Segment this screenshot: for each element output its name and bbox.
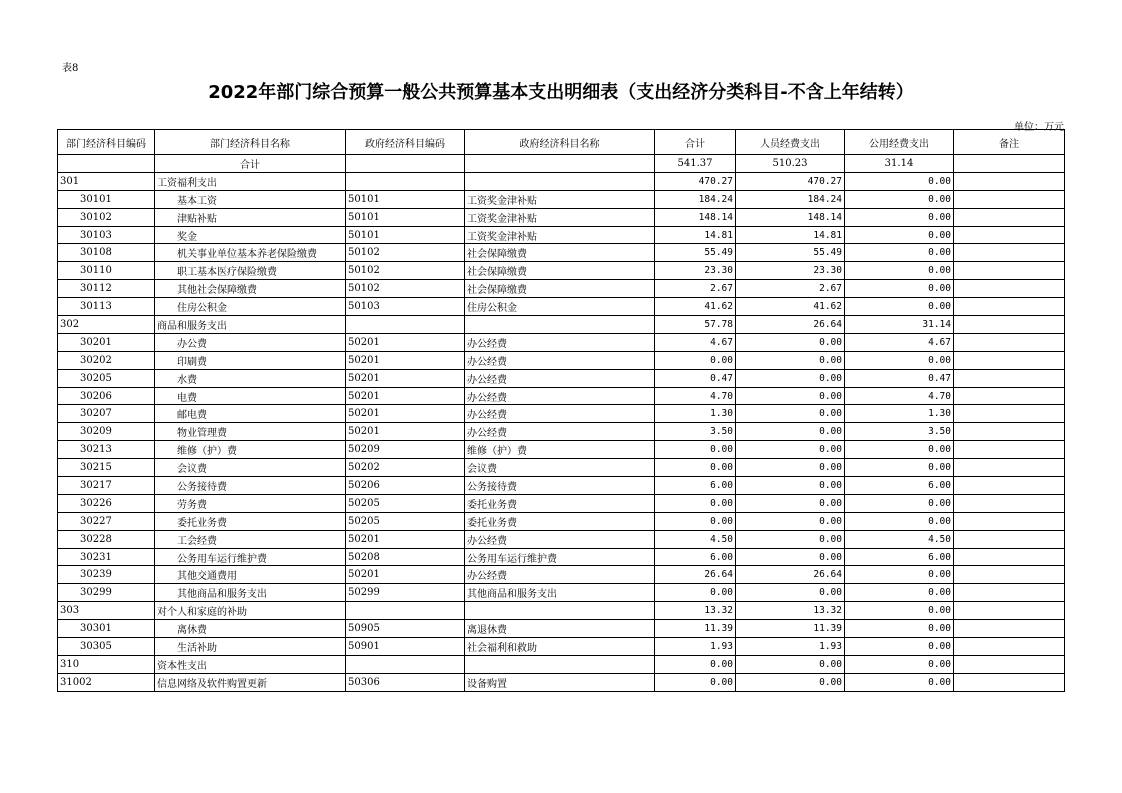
cell-gov-code: 50201 <box>346 369 465 387</box>
cell-total: 14.81 <box>655 226 736 244</box>
cell-dept-name: 公务接待费 <box>155 477 346 495</box>
table-row <box>58 298 1065 316</box>
cell-total: 0.00 <box>655 494 736 512</box>
cell-public: 0.00 <box>845 494 954 512</box>
table-row <box>58 584 1065 602</box>
cell-dept-code: 30213 <box>58 441 155 459</box>
cell-dept-name: 基本工资 <box>155 190 346 208</box>
table-row <box>58 566 1065 584</box>
cell-personnel: 0.00 <box>736 351 845 369</box>
cell-public: 0.00 <box>845 566 954 584</box>
table-row <box>58 477 1065 495</box>
cell-personnel: 0.00 <box>736 548 845 566</box>
cell-remarks <box>954 208 1065 226</box>
cell-gov-name: 公务接待费 <box>465 477 655 495</box>
header-row <box>58 130 1065 155</box>
cell-public: 0.00 <box>845 620 954 638</box>
table-row <box>58 512 1065 530</box>
cell-remarks <box>954 423 1065 441</box>
cell-total: 1.93 <box>655 638 736 656</box>
cell-dept-name: 奖金 <box>155 226 346 244</box>
cell-personnel: 0.00 <box>736 655 845 673</box>
cell-public: 0.00 <box>845 673 954 691</box>
cell-public: 3.50 <box>845 423 954 441</box>
cell-gov-code: 50901 <box>346 638 465 656</box>
cell-gov-name: 离退休费 <box>465 620 655 638</box>
cell-total: 23.30 <box>655 262 736 280</box>
total-label: 合计 <box>155 155 346 173</box>
cell-remarks <box>954 548 1065 566</box>
cell-public: 0.00 <box>845 584 954 602</box>
cell-personnel: 0.00 <box>736 387 845 405</box>
cell-dept-code: 30217 <box>58 477 155 495</box>
cell-public: 0.00 <box>845 190 954 208</box>
cell-dept-code: 30226 <box>58 494 155 512</box>
total-public: 31.14 <box>845 155 954 173</box>
cell-personnel: 0.00 <box>736 405 845 423</box>
cell-dept-code: 31002 <box>58 673 155 691</box>
cell-remarks <box>954 405 1065 423</box>
cell-gov-name: 社会福利和救助 <box>465 638 655 656</box>
cell-gov-name: 办公经费 <box>465 530 655 548</box>
cell-gov-name: 设备购置 <box>465 673 655 691</box>
cell-total: 4.70 <box>655 387 736 405</box>
cell-dept-code: 30112 <box>58 280 155 298</box>
cell-remarks <box>954 602 1065 620</box>
cell-dept-name: 印刷费 <box>155 351 346 369</box>
cell-gov-code: 50102 <box>346 280 465 298</box>
header-gov-code: 政府经济科目编码 <box>346 130 465 155</box>
header-public: 公用经费支出 <box>845 130 954 155</box>
table-row <box>58 316 1065 334</box>
cell-personnel: 470.27 <box>736 172 845 190</box>
cell-dept-name: 会议费 <box>155 459 346 477</box>
table-row <box>58 351 1065 369</box>
header-total: 合计 <box>655 130 736 155</box>
cell-public: 0.00 <box>845 298 954 316</box>
cell-personnel: 0.00 <box>736 477 845 495</box>
cell-gov-code: 50209 <box>346 441 465 459</box>
cell-dept-name: 劳务费 <box>155 494 346 512</box>
cell-gov-code: 50205 <box>346 494 465 512</box>
cell-remarks <box>954 620 1065 638</box>
cell-public: 4.70 <box>845 387 954 405</box>
cell-personnel: 13.32 <box>736 602 845 620</box>
cell-gov-code: 50208 <box>346 548 465 566</box>
cell-dept-code: 30103 <box>58 226 155 244</box>
header-dept-code: 部门经济科目编码 <box>58 130 155 155</box>
cell-gov-name: 社会保障缴费 <box>465 244 655 262</box>
cell-remarks <box>954 477 1065 495</box>
cell-dept-code: 30110 <box>58 262 155 280</box>
cell-gov-code: 50306 <box>346 673 465 691</box>
cell-gov-code <box>346 172 465 190</box>
cell-gov-name: 委托业务费 <box>465 512 655 530</box>
cell-total: 26.64 <box>655 566 736 584</box>
cell-gov-name <box>465 172 655 190</box>
cell-remarks <box>954 655 1065 673</box>
cell-dept-code: 30231 <box>58 548 155 566</box>
total-amount: 541.37 <box>655 155 736 173</box>
cell-dept-code: 30215 <box>58 459 155 477</box>
cell-gov-code <box>346 316 465 334</box>
cell-personnel: 23.30 <box>736 262 845 280</box>
cell-gov-code <box>346 602 465 620</box>
cell-total: 184.24 <box>655 190 736 208</box>
table-row <box>58 208 1065 226</box>
cell-gov-name: 办公经费 <box>465 333 655 351</box>
table-row <box>58 190 1065 208</box>
cell-public: 0.00 <box>845 602 954 620</box>
cell-dept-name: 其他商品和服务支出 <box>155 584 346 602</box>
cell-personnel: 2.67 <box>736 280 845 298</box>
table-row <box>58 620 1065 638</box>
cell-remarks <box>954 316 1065 334</box>
cell-gov-code: 50201 <box>346 333 465 351</box>
cell-dept-code: 30305 <box>58 638 155 656</box>
cell-remarks <box>954 387 1065 405</box>
cell-remarks <box>954 333 1065 351</box>
cell-gov-name: 社会保障缴费 <box>465 280 655 298</box>
cell-dept-name: 办公费 <box>155 333 346 351</box>
cell-remarks <box>954 494 1065 512</box>
cell-gov-code: 50103 <box>346 298 465 316</box>
cell-public: 0.00 <box>845 262 954 280</box>
cell-dept-code: 302 <box>58 316 155 334</box>
table-row <box>58 387 1065 405</box>
table-row <box>58 405 1065 423</box>
cell-dept-name: 公务用车运行维护费 <box>155 548 346 566</box>
table-row <box>58 638 1065 656</box>
cell-gov-name: 办公经费 <box>465 566 655 584</box>
cell-dept-code: 301 <box>58 172 155 190</box>
header-remarks: 备注 <box>954 130 1065 155</box>
cell-dept-name: 维修（护）费 <box>155 441 346 459</box>
cell-dept-name: 生活补助 <box>155 638 346 656</box>
cell-dept-name: 邮电费 <box>155 405 346 423</box>
table-row <box>58 423 1065 441</box>
cell-personnel: 0.00 <box>736 494 845 512</box>
cell-personnel: 14.81 <box>736 226 845 244</box>
cell-dept-code: 30228 <box>58 530 155 548</box>
cell-total: 0.00 <box>655 459 736 477</box>
cell-dept-code: 303 <box>58 602 155 620</box>
cell-dept-code: 30207 <box>58 405 155 423</box>
cell-total: 4.67 <box>655 333 736 351</box>
cell-personnel: 0.00 <box>736 333 845 351</box>
cell-public: 6.00 <box>845 477 954 495</box>
cell-remarks <box>954 172 1065 190</box>
cell-public: 0.00 <box>845 512 954 530</box>
cell-total: 57.78 <box>655 316 736 334</box>
cell-gov-name <box>465 316 655 334</box>
cell-total: 0.47 <box>655 369 736 387</box>
cell-dept-name: 其他社会保障缴费 <box>155 280 346 298</box>
cell-dept-code: 30206 <box>58 387 155 405</box>
cell-remarks <box>954 190 1065 208</box>
cell-total: 0.00 <box>655 584 736 602</box>
cell-personnel: 55.49 <box>736 244 845 262</box>
cell-total: 13.32 <box>655 602 736 620</box>
cell-public: 1.30 <box>845 405 954 423</box>
table-row <box>58 280 1065 298</box>
cell-public: 0.47 <box>845 369 954 387</box>
cell-dept-name: 住房公积金 <box>155 298 346 316</box>
cell-total: 1.30 <box>655 405 736 423</box>
cell-dept-code: 30227 <box>58 512 155 530</box>
cell-gov-name: 维修（护）费 <box>465 441 655 459</box>
cell-gov-name <box>465 655 655 673</box>
cell-remarks <box>954 441 1065 459</box>
cell-public: 0.00 <box>845 459 954 477</box>
cell-remarks <box>954 298 1065 316</box>
cell-gov-name: 工资奖金津补贴 <box>465 208 655 226</box>
cell-public: 4.50 <box>845 530 954 548</box>
table-row <box>58 244 1065 262</box>
cell-dept-code: 310 <box>58 655 155 673</box>
table-row <box>58 494 1065 512</box>
cell-total: 11.39 <box>655 620 736 638</box>
table-row <box>58 262 1065 280</box>
cell-gov-code: 50101 <box>346 226 465 244</box>
cell-total: 470.27 <box>655 172 736 190</box>
cell-gov-name: 其他商品和服务支出 <box>465 584 655 602</box>
cell-gov-code: 50102 <box>346 262 465 280</box>
cell-total: 4.50 <box>655 530 736 548</box>
cell-dept-name: 职工基本医疗保险缴费 <box>155 262 346 280</box>
cell-gov-name: 社会保障缴费 <box>465 262 655 280</box>
cell-gov-code: 50101 <box>346 208 465 226</box>
cell-gov-code: 50205 <box>346 512 465 530</box>
cell-public: 31.14 <box>845 316 954 334</box>
cell-remarks <box>954 530 1065 548</box>
cell-gov-name: 办公经费 <box>465 405 655 423</box>
cell-public: 0.00 <box>845 244 954 262</box>
cell-remarks <box>954 262 1065 280</box>
table-row <box>58 369 1065 387</box>
cell-remarks <box>954 351 1065 369</box>
cell-total: 0.00 <box>655 351 736 369</box>
cell-gov-name: 会议费 <box>465 459 655 477</box>
cell-dept-name: 津贴补贴 <box>155 208 346 226</box>
cell-remarks <box>954 584 1065 602</box>
total-row <box>58 155 1065 173</box>
cell-dept-name: 物业管理费 <box>155 423 346 441</box>
total-personnel: 510.23 <box>736 155 845 173</box>
cell-dept-name: 机关事业单位基本养老保险缴费 <box>155 244 346 262</box>
cell-total: 2.67 <box>655 280 736 298</box>
cell-public: 0.00 <box>845 441 954 459</box>
cell-dept-code: 30299 <box>58 584 155 602</box>
cell-personnel: 26.64 <box>736 566 845 584</box>
cell-remarks <box>954 566 1065 584</box>
cell-gov-code: 50102 <box>346 244 465 262</box>
cell-remarks <box>954 244 1065 262</box>
cell-gov-code <box>346 655 465 673</box>
cell-total: 148.14 <box>655 208 736 226</box>
cell-personnel: 41.62 <box>736 298 845 316</box>
cell-total: 0.00 <box>655 512 736 530</box>
cell-dept-code: 30202 <box>58 351 155 369</box>
cell-dept-name: 工会经费 <box>155 530 346 548</box>
cell-dept-name: 工资福利支出 <box>155 172 346 190</box>
cell-personnel: 1.93 <box>736 638 845 656</box>
table-row <box>58 459 1065 477</box>
cell-personnel: 0.00 <box>736 441 845 459</box>
cell-total: 55.49 <box>655 244 736 262</box>
cell-personnel: 11.39 <box>736 620 845 638</box>
cell-public: 0.00 <box>845 638 954 656</box>
budget-table <box>57 129 1065 692</box>
cell-remarks <box>954 638 1065 656</box>
cell-public: 0.00 <box>845 351 954 369</box>
cell-dept-code: 30201 <box>58 333 155 351</box>
cell-public: 0.00 <box>845 280 954 298</box>
table-label: 表8 <box>62 63 79 74</box>
table-row <box>58 441 1065 459</box>
cell-total: 41.62 <box>655 298 736 316</box>
cell-gov-name: 工资奖金津补贴 <box>465 190 655 208</box>
cell-dept-code: 30301 <box>58 620 155 638</box>
header-personnel: 人员经费支出 <box>736 130 845 155</box>
cell-dept-name: 离休费 <box>155 620 346 638</box>
unit-label: 单位：万元 <box>1014 122 1064 133</box>
cell-gov-code: 50202 <box>346 459 465 477</box>
cell-dept-name: 委托业务费 <box>155 512 346 530</box>
cell-gov-name: 委托业务费 <box>465 494 655 512</box>
cell-total: 6.00 <box>655 548 736 566</box>
cell-personnel: 0.00 <box>736 423 845 441</box>
cell-total: 0.00 <box>655 673 736 691</box>
cell-public: 0.00 <box>845 172 954 190</box>
cell-gov-code: 50201 <box>346 351 465 369</box>
cell-dept-name: 资本性支出 <box>155 655 346 673</box>
cell-personnel: 0.00 <box>736 530 845 548</box>
cell-gov-code: 50201 <box>346 423 465 441</box>
table-row <box>58 530 1065 548</box>
cell-personnel: 26.64 <box>736 316 845 334</box>
cell-public: 4.67 <box>845 333 954 351</box>
cell-dept-name: 其他交通费用 <box>155 566 346 584</box>
cell-dept-code: 30239 <box>58 566 155 584</box>
cell-gov-code: 50201 <box>346 530 465 548</box>
cell-dept-code: 30101 <box>58 190 155 208</box>
cell-dept-code: 30102 <box>58 208 155 226</box>
cell-remarks <box>954 459 1065 477</box>
table-row <box>58 655 1065 673</box>
cell-dept-name: 电费 <box>155 387 346 405</box>
cell-dept-code: 30209 <box>58 423 155 441</box>
cell-dept-name: 信息网络及软件购置更新 <box>155 673 346 691</box>
cell-remarks <box>954 512 1065 530</box>
cell-public: 0.00 <box>845 226 954 244</box>
cell-gov-name: 住房公积金 <box>465 298 655 316</box>
cell-gov-code: 50206 <box>346 477 465 495</box>
table-row <box>58 333 1065 351</box>
cell-public: 6.00 <box>845 548 954 566</box>
cell-gov-code: 50905 <box>346 620 465 638</box>
cell-public: 0.00 <box>845 655 954 673</box>
cell-dept-name: 商品和服务支出 <box>155 316 346 334</box>
cell-public: 0.00 <box>845 208 954 226</box>
cell-dept-code: 30113 <box>58 298 155 316</box>
table-row <box>58 172 1065 190</box>
cell-gov-code: 50201 <box>346 566 465 584</box>
cell-total: 0.00 <box>655 655 736 673</box>
cell-gov-code: 50201 <box>346 405 465 423</box>
table-row <box>58 226 1065 244</box>
cell-total: 0.00 <box>655 441 736 459</box>
cell-gov-name: 工资奖金津补贴 <box>465 226 655 244</box>
cell-personnel: 184.24 <box>736 190 845 208</box>
cell-total: 3.50 <box>655 423 736 441</box>
cell-gov-name: 办公经费 <box>465 387 655 405</box>
cell-dept-name: 水费 <box>155 369 346 387</box>
cell-dept-code: 30108 <box>58 244 155 262</box>
header-gov-name: 政府经济科目名称 <box>465 130 655 155</box>
cell-gov-code: 50299 <box>346 584 465 602</box>
cell-remarks <box>954 673 1065 691</box>
cell-total: 6.00 <box>655 477 736 495</box>
cell-remarks <box>954 280 1065 298</box>
cell-gov-name: 办公经费 <box>465 423 655 441</box>
cell-dept-code: 30205 <box>58 369 155 387</box>
cell-remarks <box>954 226 1065 244</box>
cell-gov-name: 公务用车运行维护费 <box>465 548 655 566</box>
cell-gov-code: 50201 <box>346 387 465 405</box>
page-title: 2022年部门综合预算一般公共预算基本支出明细表（支出经济分类科目-不含上年结转） <box>208 82 914 103</box>
table-row <box>58 602 1065 620</box>
cell-gov-name: 办公经费 <box>465 351 655 369</box>
cell-gov-code: 50101 <box>346 190 465 208</box>
cell-personnel: 0.00 <box>736 459 845 477</box>
table-row <box>58 673 1065 691</box>
cell-personnel: 0.00 <box>736 673 845 691</box>
cell-dept-name: 对个人和家庭的补助 <box>155 602 346 620</box>
cell-personnel: 0.00 <box>736 584 845 602</box>
cell-remarks <box>954 369 1065 387</box>
cell-personnel: 148.14 <box>736 208 845 226</box>
cell-gov-name: 办公经费 <box>465 369 655 387</box>
cell-personnel: 0.00 <box>736 512 845 530</box>
cell-gov-name <box>465 602 655 620</box>
cell-personnel: 0.00 <box>736 369 845 387</box>
table-row <box>58 548 1065 566</box>
header-dept-name: 部门经济科目名称 <box>155 130 346 155</box>
